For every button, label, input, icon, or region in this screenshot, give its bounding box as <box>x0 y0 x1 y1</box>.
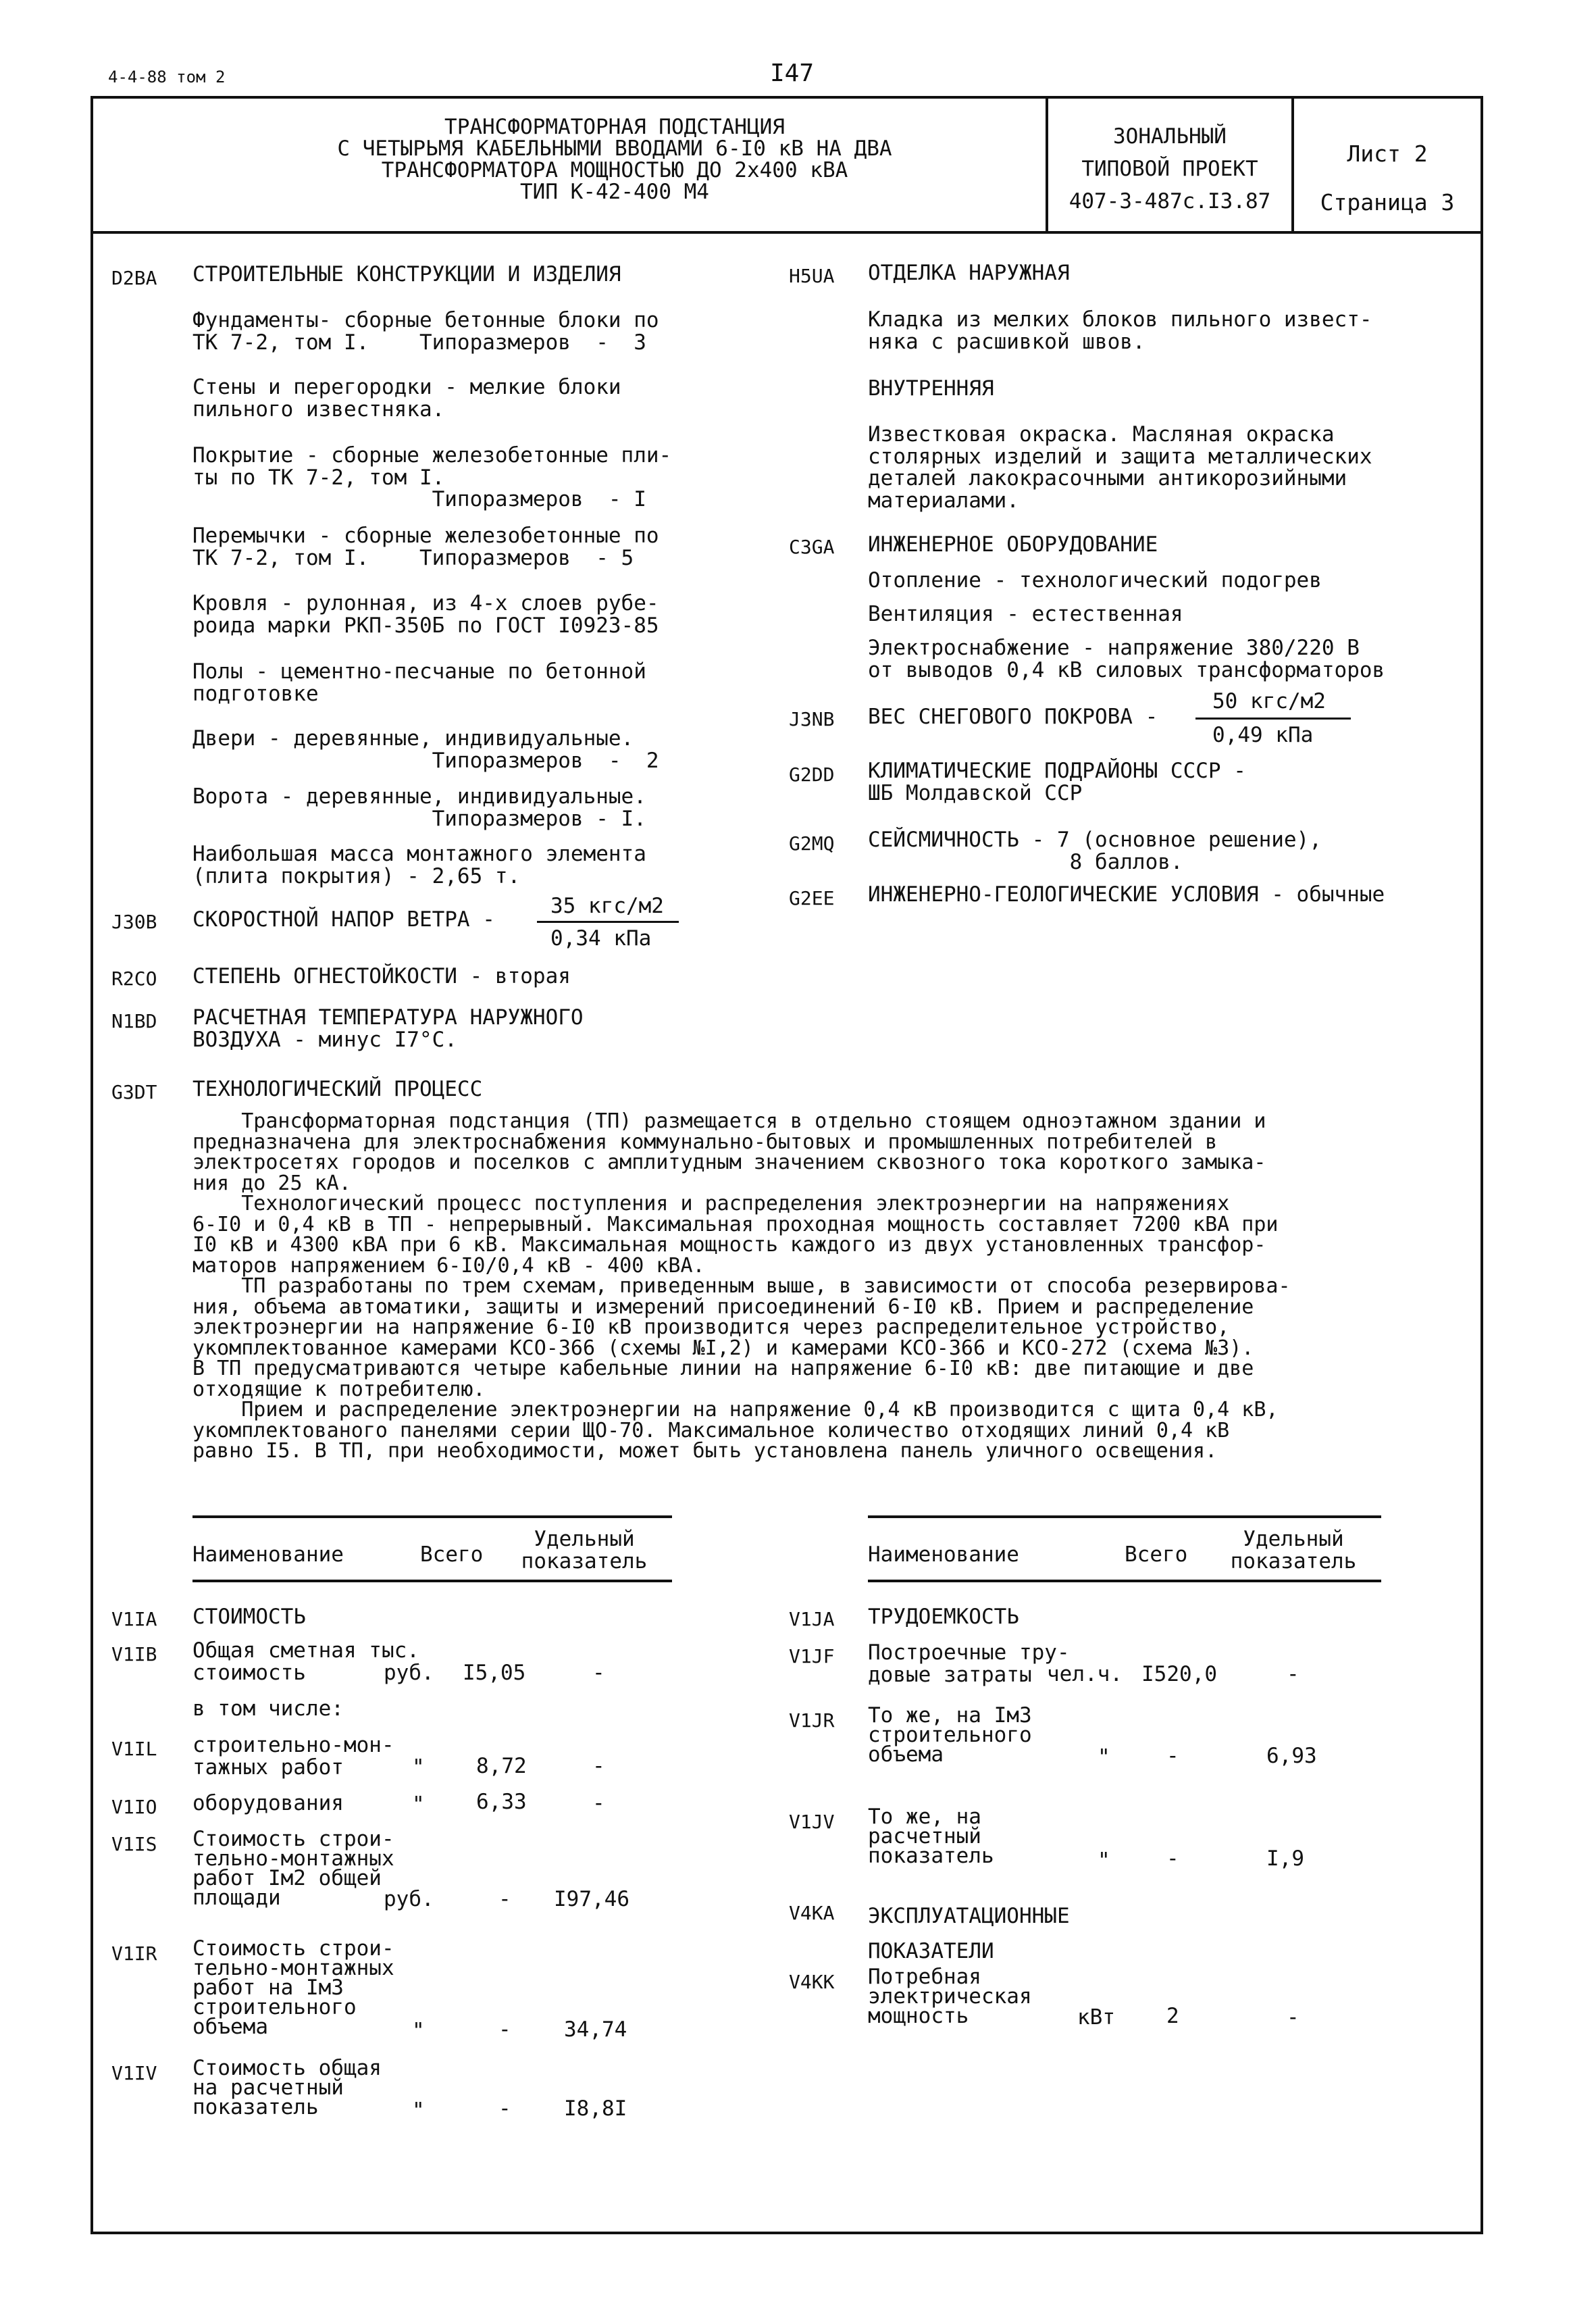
row-power-unit: кВт <box>1077 2005 1115 2030</box>
code-c3ga: C3GA <box>789 536 835 558</box>
code-v1io: V1IO <box>111 1796 157 1818</box>
project-line-3: 407-3-487с.I3.87 <box>1069 189 1271 213</box>
row-construction-total: 8,72 <box>476 1754 527 1778</box>
technological-process-text: Трансформаторная подстанция (ТП) размещается в отдельно стоящем одноэтажном здании и предназначена для электроснабжения коммунально-бытовых и промышленных потребителей в электросетях городов и поселков с амплитудным значением сквозного тока короткого замыка- ния до 25 кА. Технологический процесс поступления и распределения электроэнергии на напряжениях 6-I0 и 0,4 кВ в ТП - непрерывный. Максимальная проходная мощность составляет 7200 кВА при I0 кВ и 4300 кВА при 6 кВ. Максимальная мощность каждого из двух установленных трансфор- маторов напряжением 6-I0/0,4 кВ - 400 кВА. ТП разработаны по трем схемам, приведенным выше, в зависимости от способа резервирова- ния, объема автоматики, защиты и измерений присоединений 6-I0 кВ. Прием и распределение электроэнергии на напряжение 6-I0 кВ производится через распределительное устройство, укомплектованное камерами КСО-366 (схемы №I,2) и камерами КСО-366 и КСО-272 (схема №3). В ТП предусматриваются четыре кабельные линии на напряжение 6-I0 кВ: две питающие и две отходящие к потребителю. Прием и распределение электроэнергии на напряжение 0,4 кВ производится с щита 0,4 кВ, укомплектованого панелями серии ЩО-70. Максимальное количество отходящих линий 0,4 кВ равно I5. В ТП, при необходимости, может быть установлена панель уличного освещения. <box>192 1109 1291 1463</box>
sheet-block <box>1294 130 1481 227</box>
code-v4kk: V4KK <box>789 1971 835 1993</box>
design-temp-text: РАСЧЕТНАЯ ТЕМПЕРАТУРА НАРУЖНОГО ВОЗДУХА - минус I7°С. <box>192 1005 584 1052</box>
row-construction-name: строительно-мон- тажных работ <box>192 1733 394 1780</box>
snow-load-bottom: 0,49 кПа <box>1212 723 1314 747</box>
power-supply-text: Электроснабжение - напряжение 380/220 В от выводов 0,4 кВ силовых трансформаторов <box>868 636 1385 682</box>
exterior-finish-text: Кладка из мелких блоков пильного извест- няка с расшивкой швов. <box>868 307 1372 354</box>
code-g2ee: G2EE <box>789 887 835 909</box>
heating-text: Отопление - технологический подогрев <box>868 568 1322 593</box>
row-equipment-spec: - <box>592 1791 605 1815</box>
page-label: Страница 3 <box>1320 189 1455 216</box>
row-including: в том числе: <box>192 1696 344 1721</box>
walls-text: Стены и перегородки - мелкие блоки пильного известняка. <box>192 375 621 422</box>
row-cost-per-m3-name: Стоимость строи- тельно-монтажных работ на Iм3 строительного объема <box>192 1936 394 2039</box>
row-total-cost-unit: руб. <box>384 1661 434 1685</box>
row-total-cost-total: I5,05 <box>463 1661 526 1685</box>
operational-heading: ЭКСПЛУАТАЦИОННЫЕ ПОКАЗАТЕЛИ <box>868 1904 1070 1963</box>
floors-text: Полы - цементно-песчаные по бетонной подготовке <box>192 659 646 706</box>
heading-exterior-finish: ОТДЕЛКА НАРУЖНАЯ <box>868 261 1070 285</box>
row-labor-per-m3-unit: " <box>1098 1745 1110 1769</box>
roofing-text: Кровля - рулонная, из 4-х слоев рубе- роида марки РКП-350Б по ГОСТ I0923-85 <box>192 591 659 638</box>
left-header-specific: Удельный показатель <box>521 1527 648 1574</box>
heading-engineering: ИНЖЕНЕРНОЕ ОБОРУДОВАНИЕ <box>868 532 1158 557</box>
project-block <box>1048 120 1291 218</box>
code-v1iv: V1IV <box>111 2062 157 2084</box>
row-labor-per-m3-name: То же, на Iм3 строительного объема <box>868 1703 1032 1767</box>
right-table-header-rule <box>868 1580 1381 1582</box>
heading-interior-finish: ВНУТРЕННЯЯ <box>868 376 994 401</box>
seismicity-text: СЕЙСМИЧНОСТЬ - 7 (основное решение), 8 баллов. <box>868 828 1322 874</box>
row-equipment-total: 6,33 <box>476 1790 527 1814</box>
row-labor-unit: чел.ч. <box>1047 1662 1123 1686</box>
labor-heading: ТРУДОЕМКОСТЬ <box>868 1605 1019 1629</box>
title-line-2: С ЧЕТЫРЬМЯ КАБЕЛЬНЫМИ ВВОДАМИ 6-I0 кВ НА ДВА <box>337 136 892 161</box>
row-equipment-name: оборудования <box>192 1791 344 1815</box>
code-g2mq: G2MQ <box>789 832 835 855</box>
geology-text: ИНЖЕНЕРНО-ГЕОЛОГИЧЕСКИЕ УСЛОВИЯ - обычные <box>868 882 1385 907</box>
row-cost-per-m2-unit: руб. <box>384 1887 434 1911</box>
doors-text: Двери - деревянные, индивидуальные. Типоразмеров - 2 <box>192 726 659 773</box>
snow-load-label: ВЕС СНЕГОВОГО ПОКРОВА - <box>868 705 1158 729</box>
wind-pressure-label: СКОРОСТНОЙ НАПОР ВЕТРА - <box>192 907 495 932</box>
code-j30b: J30B <box>111 911 157 933</box>
wind-pressure-top: 35 кгс/м2 <box>550 894 664 918</box>
right-table-top-rule <box>868 1515 1381 1518</box>
row-total-cost-name: Общая сметная тыс. стоимость <box>192 1638 419 1685</box>
project-line-1: ЗОНАЛЬНЫЙ <box>1113 124 1227 149</box>
code-d2ba: D2BA <box>111 267 157 289</box>
code-v1is: V1IS <box>111 1833 157 1855</box>
row-cost-per-m3-spec: 34,74 <box>564 2017 627 2042</box>
climate-zone-text: КЛИМАТИЧЕСКИЕ ПОДРАЙОНЫ СССР - ШБ Молдавской ССР <box>868 759 1246 805</box>
code-j3nb: J3NB <box>789 708 835 730</box>
row-construction-spec: - <box>592 1754 605 1778</box>
max-mass-text: Наибольшая масса монтажного элемента (плита покрытия) - 2,65 т. <box>192 842 646 888</box>
page-number: I47 <box>770 59 815 87</box>
wind-fraction-line <box>537 921 679 923</box>
left-header-total: Всего <box>420 1542 484 1567</box>
row-cost-per-indicator-spec: I8,8I <box>564 2096 627 2121</box>
doc-reference: 4-4-88 том 2 <box>108 68 226 86</box>
row-labor-per-indicator-unit: " <box>1098 1848 1110 1873</box>
code-g3dt: G3DT <box>111 1081 157 1103</box>
code-r2co: R2CO <box>111 967 157 990</box>
right-header-specific: Удельный показатель <box>1230 1527 1357 1574</box>
row-cost-per-m2-spec: I97,46 <box>554 1887 629 1911</box>
row-total-cost-spec: - <box>592 1661 605 1685</box>
row-cost-per-indicator-unit: " <box>412 2098 425 2123</box>
code-h5ua: H5UA <box>789 265 835 287</box>
title-line-4: ТИП К-42-400 М4 <box>520 180 709 204</box>
heading-construction: СТРОИТЕЛЬНЫЕ КОНСТРУКЦИИ И ИЗДЕЛИЯ <box>192 262 621 286</box>
row-cost-per-indicator-total: - <box>498 2096 511 2121</box>
project-line-2: ТИПОВОЙ ПРОЕКТ <box>1081 157 1258 181</box>
left-table-top-rule <box>192 1515 672 1518</box>
row-power-name: Потребная электрическая мощность <box>868 1965 1032 2028</box>
gates-text: Ворота - деревянные, индивидуальные. Типоразмеров - I. <box>192 784 646 831</box>
row-cost-per-m2-total: - <box>498 1887 511 1911</box>
row-labor-per-indicator-total: - <box>1166 1846 1179 1871</box>
roof-slab-text: Покрытие - сборные железобетонные пли- ты по ТК 7-2, том I. Типоразмеров - I <box>192 443 672 512</box>
row-labor-per-m3-spec: 6,93 <box>1266 1744 1317 1768</box>
code-g2dd: G2DD <box>789 763 835 786</box>
right-header-name: Наименование <box>868 1542 1019 1567</box>
interior-finish-text: Известковая окраска. Масляная окраска столярных изделий и защита металлических деталей лакокрасочными антикорозийными материалами. <box>868 422 1372 513</box>
row-power-spec: - <box>1287 2005 1299 2030</box>
row-labor-name: Построечные тру- довые затраты <box>868 1640 1070 1687</box>
row-labor-per-indicator-name: То же, на расчетный показатель <box>868 1805 994 1868</box>
right-header-total: Всего <box>1125 1542 1188 1567</box>
foundations-text: Фундаменты- сборные бетонные блоки по ТК 7-2, том I. Типоразмеров - 3 <box>192 308 659 355</box>
code-n1bd: N1BD <box>111 1010 157 1032</box>
code-v1jr: V1JR <box>789 1709 835 1732</box>
title-line-1: ТРАНСФОРМАТОРНАЯ ПОДСТАНЦИЯ <box>444 115 785 139</box>
code-v1ib: V1IB <box>111 1643 157 1665</box>
title-text <box>182 116 1047 203</box>
row-cost-per-indicator-name: Стоимость общая на расчетный показатель <box>192 2056 382 2119</box>
row-cost-per-m3-total: - <box>498 2017 511 2042</box>
code-v1ja: V1JA <box>789 1608 835 1630</box>
snow-load-top: 50 кгс/м2 <box>1212 689 1326 713</box>
row-equipment-unit: " <box>412 1792 425 1817</box>
fire-resistance-text: СТЕПЕНЬ ОГНЕСТОЙКОСТИ - вторая <box>192 964 571 988</box>
row-labor-per-indicator-spec: I,9 <box>1266 1846 1304 1871</box>
row-cost-per-m3-unit: " <box>412 2019 425 2043</box>
left-header-name: Наименование <box>192 1542 344 1567</box>
snow-fraction-line <box>1195 718 1351 720</box>
row-construction-unit: " <box>412 1755 425 1780</box>
code-v1il: V1IL <box>111 1738 157 1760</box>
lintels-text: Перемычки - сборные железобетонные по ТК 7-2, том I. Типоразмеров - 5 <box>192 524 659 570</box>
row-labor-total: I520,0 <box>1141 1662 1217 1686</box>
wind-pressure-bottom: 0,34 кПа <box>550 926 652 951</box>
heading-technological-process: ТЕХНОЛОГИЧЕСКИЙ ПРОЦЕСС <box>192 1077 483 1101</box>
title-line-3: ТРАНСФОРМАТОРА МОЩНОСТЬЮ ДО 2х400 кВА <box>381 158 848 182</box>
code-v1jf: V1JF <box>789 1645 835 1667</box>
row-power-total: 2 <box>1166 2004 1179 2028</box>
code-v4ka: V4KA <box>789 1902 835 1924</box>
row-cost-per-m2-name: Стоимость строи- тельно-монтажных работ Iм2 общей площади <box>192 1827 394 1910</box>
ventilation-text: Вентиляция - естественная <box>868 602 1183 626</box>
sheet-label: Лист 2 <box>1347 141 1428 167</box>
cost-heading: СТОИМОСТЬ <box>192 1605 306 1629</box>
left-table-header-rule <box>192 1580 672 1582</box>
code-v1ia: V1IA <box>111 1608 157 1630</box>
row-labor-spec: - <box>1287 1662 1299 1686</box>
code-v1jv: V1JV <box>789 1811 835 1833</box>
row-labor-per-m3-total: - <box>1166 1744 1179 1768</box>
code-v1ir: V1IR <box>111 1942 157 1965</box>
